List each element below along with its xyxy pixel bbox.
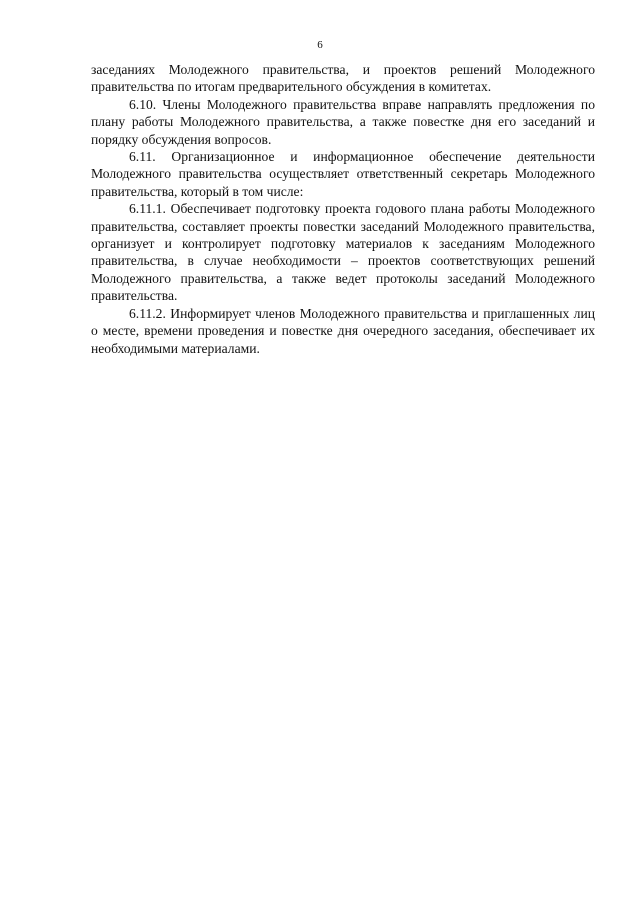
- paragraph-6-10: 6.10. Члены Молодежного правительства вправе направлять предложения по плану работы Молодежного правительства, а также повестке дня его заседаний и порядку обсуждения вопросов.: [91, 96, 595, 147]
- paragraph-continuation: заседаниях Молодежного правительства, и проектов решений Молодежного правительства по итогам предварительного обсуждения в комитетах.: [91, 62, 595, 95]
- paragraph-6-11-2: 6.11.2. Информирует членов Молодежного правительства и приглашенных лиц о месте, времени проведения и повестке дня очередного заседания, обеспечивает их необходимыми материалами.: [91, 305, 595, 356]
- page-number: 6: [317, 39, 323, 51]
- paragraph-6-11-1: 6.11.1. Обеспечивает подготовку проекта годового плана работы Молодежного правительства, составляет проекты повестки заседаний Молодежного правительства, организует и контролирует подготовку материалов к заседаниям Молодежного правительства, в случае необходимости – проектов соответствующих решений Молодежного правительства, а также ведет протоколы заседаний Молодежного правительства.: [91, 201, 595, 304]
- document-body: [91, 61, 595, 357]
- paragraph-6-11: 6.11. Организационное и информационное обеспечение деятельности Молодежного правительства осуществляет ответственный секретарь Молодежного правительства, который в том числе:: [91, 149, 595, 199]
